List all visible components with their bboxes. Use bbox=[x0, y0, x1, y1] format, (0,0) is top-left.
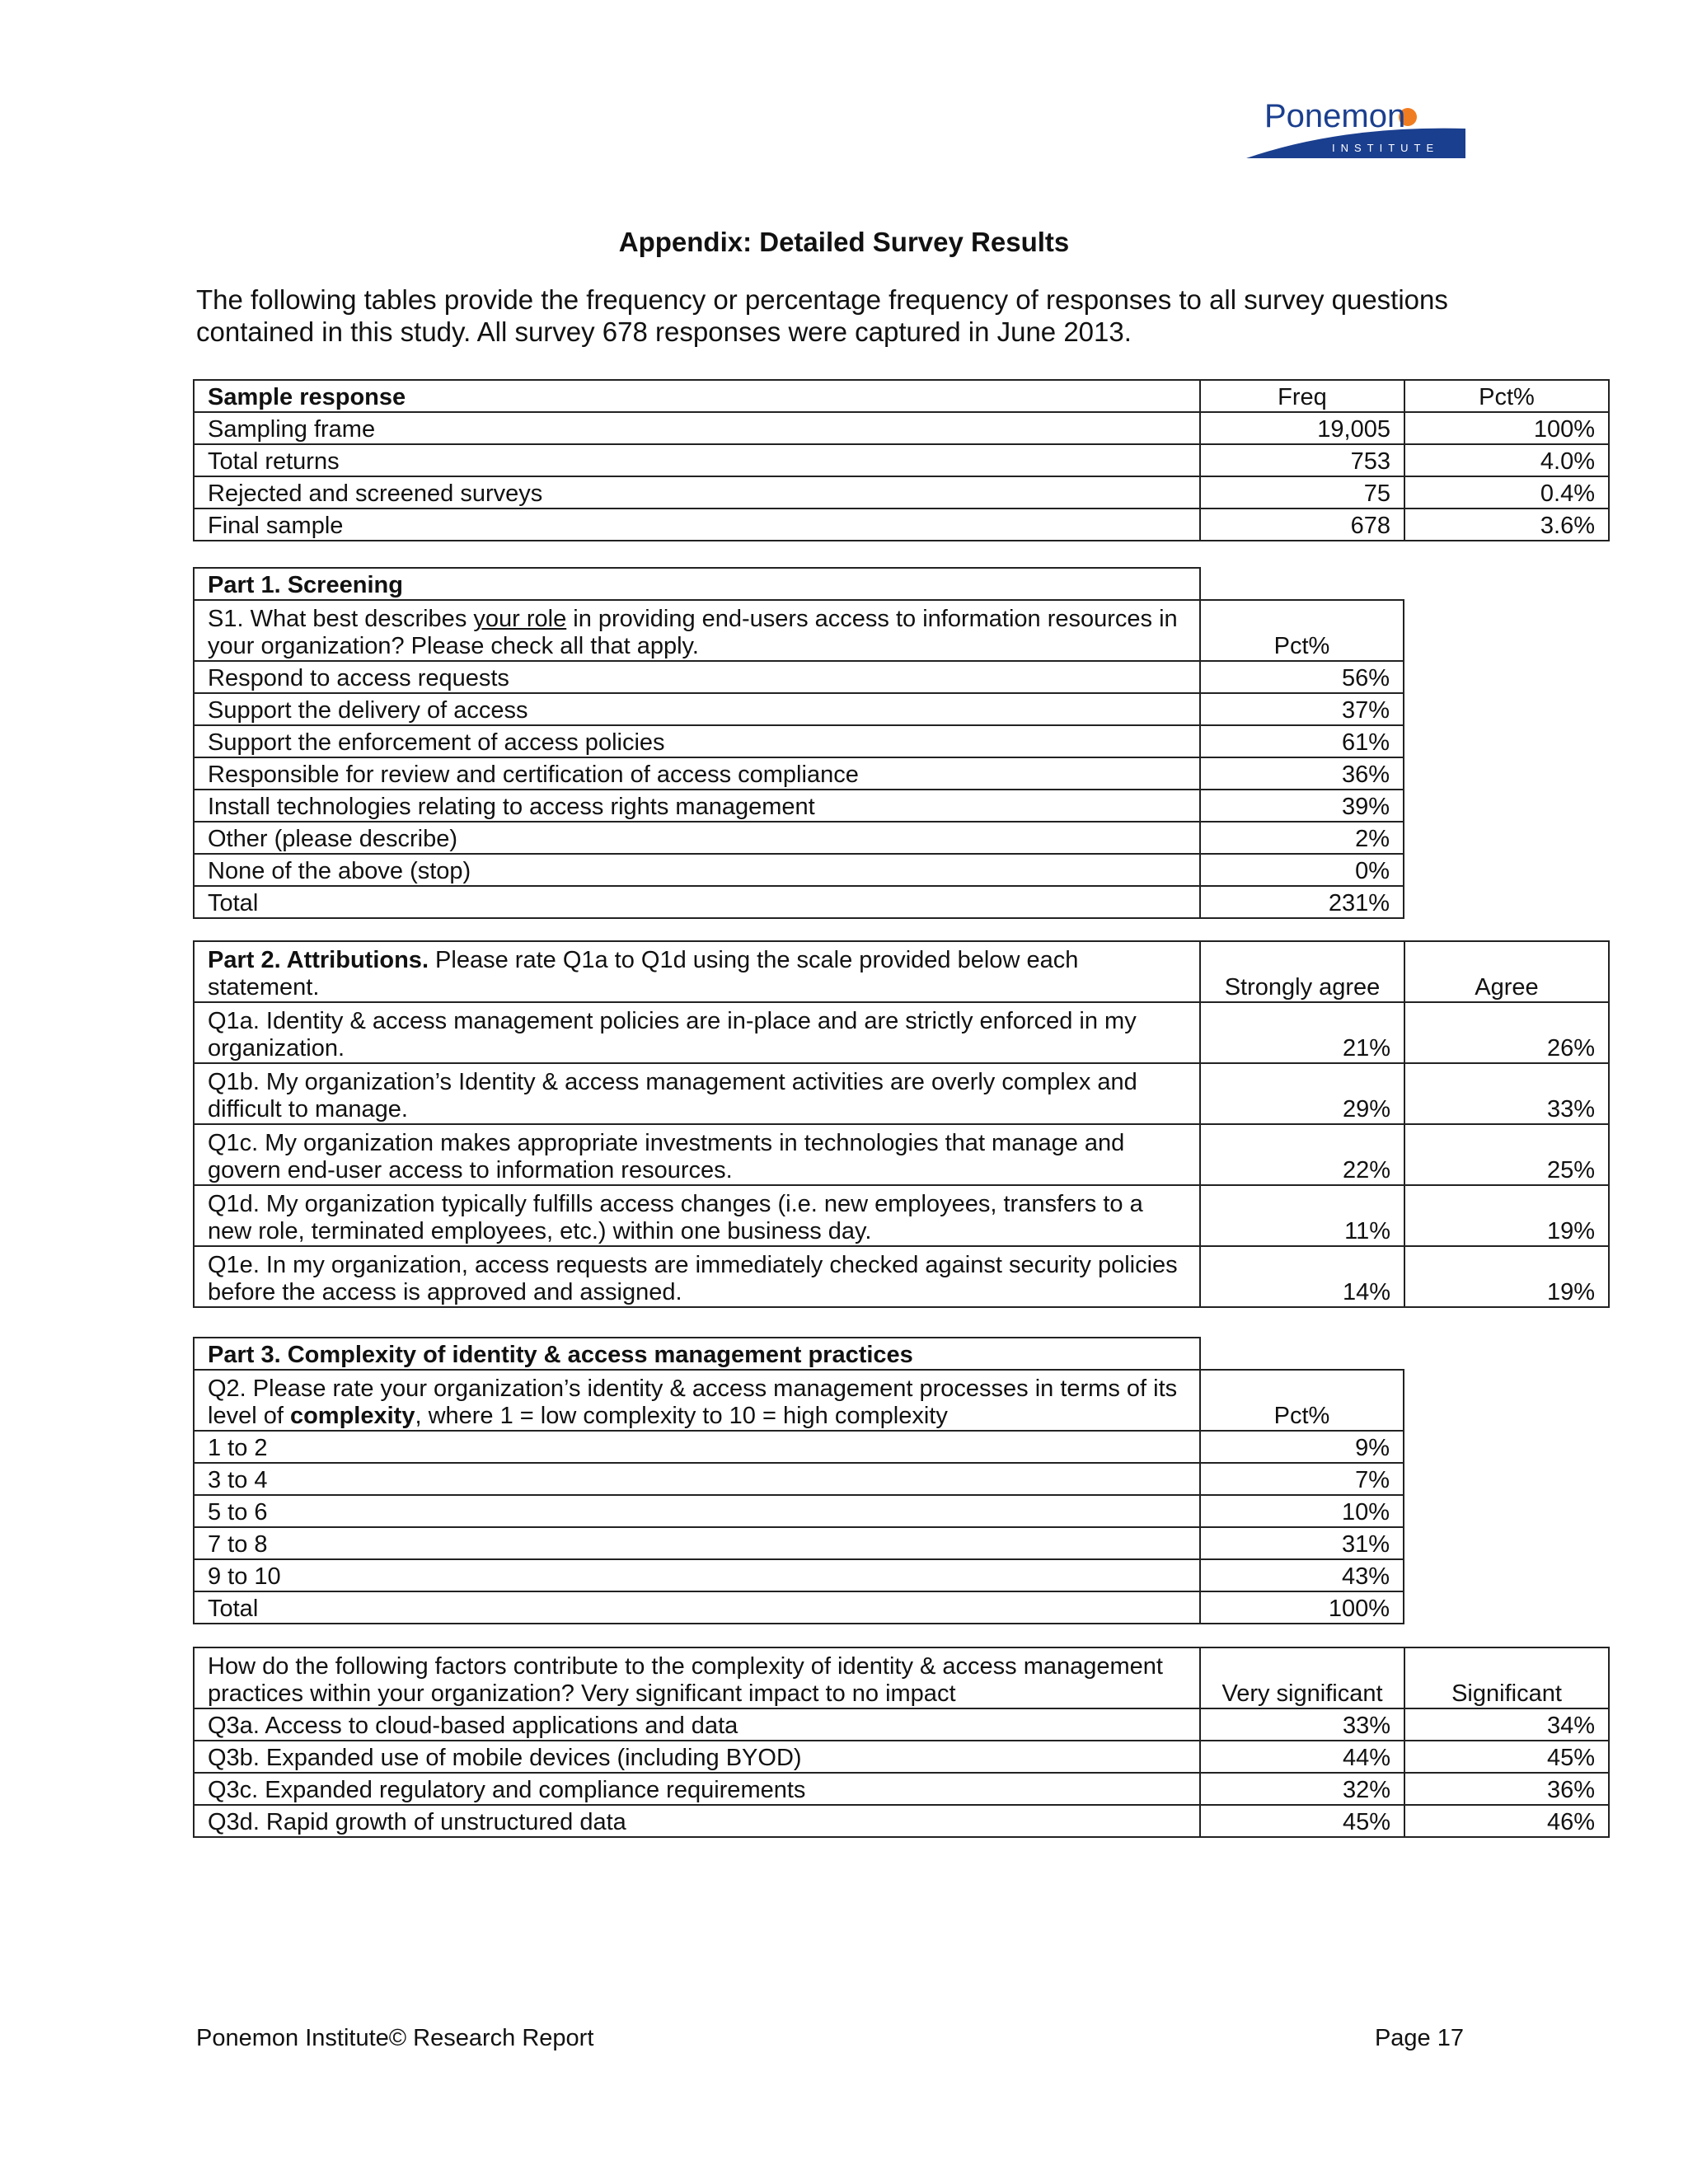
q-bold: complexity bbox=[289, 1403, 415, 1429]
q-text: , where 1 = low complexity to 10 = high complexity bbox=[415, 1403, 948, 1429]
row-value: 26% bbox=[1404, 1002, 1609, 1063]
table-row bbox=[194, 1559, 1404, 1591]
row-value: 33% bbox=[1200, 1708, 1404, 1741]
table-row bbox=[194, 790, 1404, 822]
row-label: Sampling frame bbox=[194, 412, 1200, 444]
part3-title: Part 3. Complexity of identity & access management practices bbox=[194, 1338, 1200, 1370]
table-row bbox=[194, 725, 1404, 757]
row-label: Q3d. Rapid growth of unstructured data bbox=[194, 1805, 1200, 1837]
part3-col-header: Pct% bbox=[1200, 1370, 1404, 1431]
blank-cell bbox=[1200, 1338, 1404, 1370]
row-value: 100% bbox=[1200, 1591, 1404, 1624]
row-pct: 100% bbox=[1404, 412, 1609, 444]
row-value: 11% bbox=[1200, 1185, 1404, 1246]
row-label: 9 to 10 bbox=[194, 1559, 1200, 1591]
part1-title: Part 1. Screening bbox=[194, 568, 1200, 600]
sample-header-freq: Freq bbox=[1200, 380, 1404, 412]
row-value: 45% bbox=[1404, 1741, 1609, 1773]
table-row bbox=[194, 1431, 1404, 1463]
table-row bbox=[194, 693, 1404, 725]
row-label: Other (please describe) bbox=[194, 822, 1200, 854]
table-row bbox=[194, 1246, 1609, 1307]
row-label: Q1b. My organization’s Identity & access management activities are overly complex and difficult to manage. bbox=[194, 1063, 1200, 1124]
row-label: Q3c. Expanded regulatory and compliance requirements bbox=[194, 1773, 1200, 1805]
col-very-significant: Very significant bbox=[1200, 1647, 1404, 1708]
row-label: Responsible for review and certification of access compliance bbox=[194, 757, 1200, 790]
table-row bbox=[194, 661, 1404, 693]
table-row bbox=[194, 1463, 1404, 1495]
table-row bbox=[194, 1124, 1609, 1185]
row-value: 43% bbox=[1200, 1559, 1404, 1591]
row-value: 2% bbox=[1200, 822, 1404, 854]
row-value: 9% bbox=[1200, 1431, 1404, 1463]
row-value: 29% bbox=[1200, 1063, 1404, 1124]
row-value: 46% bbox=[1404, 1805, 1609, 1837]
table-row bbox=[194, 757, 1404, 790]
sample-header-pct: Pct% bbox=[1404, 380, 1609, 412]
row-value: 36% bbox=[1200, 757, 1404, 790]
sample-header-label: Sample response bbox=[194, 380, 1200, 412]
row-label: Q1a. Identity & access management policies are in-place and are strictly enforced in my organization. bbox=[194, 1002, 1200, 1063]
row-label: 1 to 2 bbox=[194, 1431, 1200, 1463]
table-row bbox=[194, 1185, 1609, 1246]
row-value: 56% bbox=[1200, 661, 1404, 693]
part2-title bbox=[194, 941, 1200, 1002]
part1-screening-table bbox=[193, 567, 1404, 919]
row-label: Support the delivery of access bbox=[194, 693, 1200, 725]
q-underline: your role bbox=[473, 606, 567, 632]
row-value: 10% bbox=[1200, 1495, 1404, 1527]
table-row bbox=[194, 1708, 1609, 1741]
row-value: 32% bbox=[1200, 1773, 1404, 1805]
blank-cell bbox=[1200, 568, 1404, 600]
part3-question bbox=[194, 1370, 1200, 1431]
logo-sub: INSTITUTE bbox=[1332, 142, 1440, 154]
row-label: Q1d. My organization typically fulfills access changes (i.e. new employees, transfers to a new role, terminated employees, etc.) within one business day. bbox=[194, 1185, 1200, 1246]
row-value: 61% bbox=[1200, 725, 1404, 757]
table-row bbox=[194, 1741, 1609, 1773]
row-label: Q3a. Access to cloud-based applications and data bbox=[194, 1708, 1200, 1741]
footer-report-name: Ponemon Institute© Research Report bbox=[196, 2025, 594, 2051]
row-value: 33% bbox=[1404, 1063, 1609, 1124]
row-label: Total bbox=[194, 886, 1200, 918]
row-label: Support the enforcement of access policies bbox=[194, 725, 1200, 757]
part1-question bbox=[194, 600, 1200, 661]
table-row bbox=[194, 1805, 1609, 1837]
row-pct: 4.0% bbox=[1404, 444, 1609, 476]
logo-name: Ponemon bbox=[1264, 98, 1406, 134]
row-label: Q3b. Expanded use of mobile devices (including BYOD) bbox=[194, 1741, 1200, 1773]
row-value: 21% bbox=[1200, 1002, 1404, 1063]
table-row bbox=[194, 822, 1404, 854]
table-row bbox=[194, 476, 1609, 509]
part3-complexity-table bbox=[193, 1337, 1404, 1624]
col-strongly-agree: Strongly agree bbox=[1200, 941, 1404, 1002]
row-value: 36% bbox=[1404, 1773, 1609, 1805]
row-label: 7 to 8 bbox=[194, 1527, 1200, 1559]
q-text: in providing end-users access to information resources in your organization? Please check all that apply. bbox=[208, 606, 1178, 659]
row-value: 39% bbox=[1200, 790, 1404, 822]
row-label: Q1e. In my organization, access requests are immediately checked against security policies before the access is approved and assigned. bbox=[194, 1246, 1200, 1307]
row-freq: 19,005 bbox=[1200, 412, 1404, 444]
row-value: 25% bbox=[1404, 1124, 1609, 1185]
q-text: S1. What best describes bbox=[208, 606, 474, 632]
table-row bbox=[194, 886, 1404, 918]
row-value: 231% bbox=[1200, 886, 1404, 918]
row-label: None of the above (stop) bbox=[194, 854, 1200, 886]
row-value: 31% bbox=[1200, 1527, 1404, 1559]
row-value: 44% bbox=[1200, 1741, 1404, 1773]
table-row bbox=[194, 509, 1609, 541]
table-row bbox=[194, 444, 1609, 476]
row-value: 34% bbox=[1404, 1708, 1609, 1741]
row-label: Q1c. My organization makes appropriate investments in technologies that manage and govern end-user access to information resources. bbox=[194, 1124, 1200, 1185]
table-row bbox=[194, 854, 1404, 886]
table-row bbox=[194, 1063, 1609, 1124]
row-value: 19% bbox=[1404, 1185, 1609, 1246]
row-value: 22% bbox=[1200, 1124, 1404, 1185]
row-value: 19% bbox=[1404, 1246, 1609, 1307]
table-row bbox=[194, 1773, 1609, 1805]
table-row bbox=[194, 412, 1609, 444]
row-label: Final sample bbox=[194, 509, 1200, 541]
q3-factors-table bbox=[193, 1647, 1610, 1838]
part2-attributions-table bbox=[193, 940, 1610, 1308]
ponemon-logo bbox=[1243, 92, 1467, 162]
row-label: Respond to access requests bbox=[194, 661, 1200, 693]
row-label: 3 to 4 bbox=[194, 1463, 1200, 1495]
row-value: 7% bbox=[1200, 1463, 1404, 1495]
col-agree: Agree bbox=[1404, 941, 1609, 1002]
q-text: Q2. Please rate your organization’s identity & access management processes in terms of its level of bbox=[208, 1376, 1178, 1429]
row-value: 0% bbox=[1200, 854, 1404, 886]
sample-response-table bbox=[193, 379, 1610, 541]
row-label: Rejected and screened surveys bbox=[194, 476, 1200, 509]
row-freq: 753 bbox=[1200, 444, 1404, 476]
q3-question: How do the following factors contribute to the complexity of identity & access management practices within your organization? Very significant impact to no impact bbox=[194, 1647, 1200, 1708]
row-label: Total returns bbox=[194, 444, 1200, 476]
part1-col-header: Pct% bbox=[1200, 600, 1404, 661]
table-row bbox=[194, 1002, 1609, 1063]
table-row bbox=[194, 1527, 1404, 1559]
row-label: Total bbox=[194, 1591, 1200, 1624]
col-significant: Significant bbox=[1404, 1647, 1609, 1708]
page-title: Appendix: Detailed Survey Results bbox=[618, 227, 1070, 257]
row-pct: 3.6% bbox=[1404, 509, 1609, 541]
row-value: 45% bbox=[1200, 1805, 1404, 1837]
row-freq: 678 bbox=[1200, 509, 1404, 541]
row-value: 14% bbox=[1200, 1246, 1404, 1307]
part2-title-bold: Part 2. Attributions. bbox=[208, 947, 429, 973]
row-freq: 75 bbox=[1200, 476, 1404, 509]
footer-page-number: Page 17 bbox=[1374, 2025, 1464, 2051]
intro-paragraph: The following tables provide the frequency or percentage frequency of responses to all survey questions contained in this study. All survey 678 responses were captured in June 2013. bbox=[196, 284, 1448, 347]
table-row bbox=[194, 1591, 1404, 1624]
row-label: 5 to 6 bbox=[194, 1495, 1200, 1527]
table-row bbox=[194, 1495, 1404, 1527]
row-value: 37% bbox=[1200, 693, 1404, 725]
row-pct: 0.4% bbox=[1404, 476, 1609, 509]
row-label: Install technologies relating to access rights management bbox=[194, 790, 1200, 822]
part2-title-rest: Please rate Q1a to Q1d using the scale provided below each statement. bbox=[208, 947, 1079, 1001]
